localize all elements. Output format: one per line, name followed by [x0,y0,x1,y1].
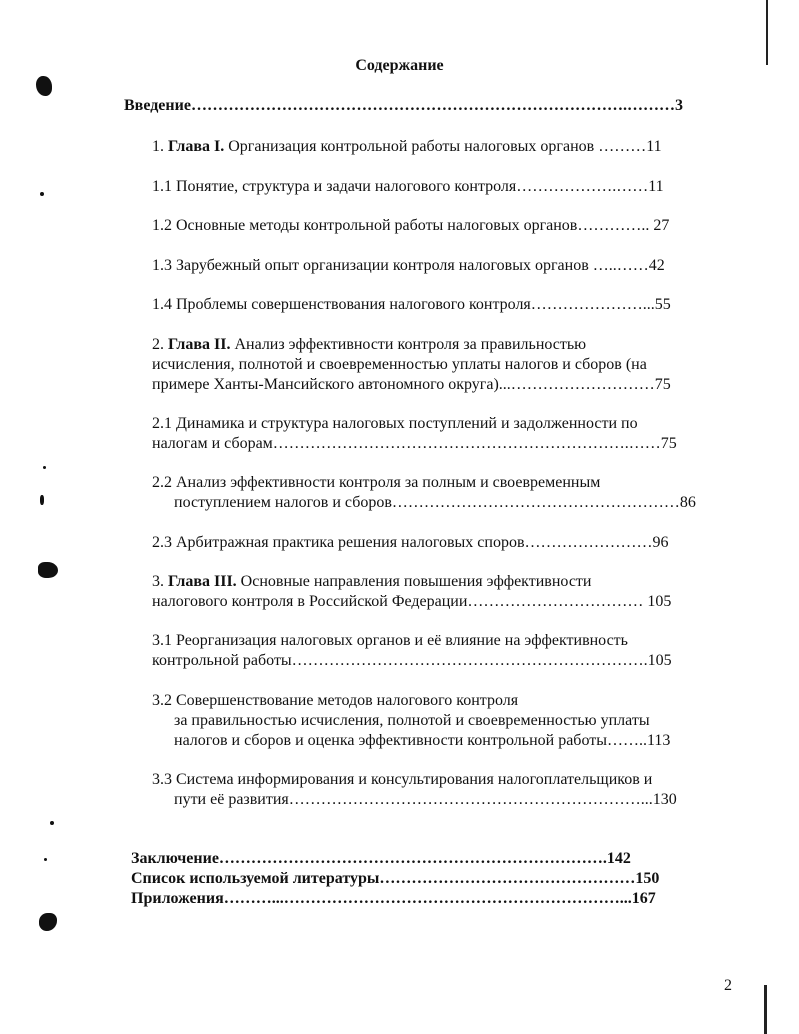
toc-section-2-1: 2.1 Динамика и структура налоговых поступлений и задолженности по [152,415,638,432]
toc-chapter-2-number: 2. [152,336,168,353]
toc-section-2-2-line-2: поступлением налогов и сборов………………………………………………86 [174,494,696,511]
toc-conclusion: Заключение……………………………………………………………….142 [131,850,631,867]
toc-section-3-2: 3.2 Совершенствование методов налогового контроля [152,692,519,709]
toc-section-3-2-line-2: за правильностью исчисления, полнотой и своевременностью уплаты [174,712,650,729]
scan-blot-2 [38,562,58,578]
toc-appendix: Приложения………...………………………………………………………...167 [131,890,656,907]
toc-section-1-4: 1.4 Проблемы совершенствования налогового контроля…………………...55 [152,296,671,313]
toc-section-1-3: 1.3 Зарубежный опыт организации контроля налоговых органов …..……42 [152,257,665,274]
scan-blot-3 [39,913,57,931]
toc-section-3-3-line-2: пути её развития…………………………………………………………...130 [174,791,677,808]
toc-chapter-3-title: Основные направления повышения эффективности [236,573,592,590]
toc-section-2-2: 2.2 Анализ эффективности контроля за полным и своевременным [152,474,601,491]
toc-section-2-3: 2.3 Арбитражная практика решения налоговых споров……………………96 [152,534,669,551]
toc-chapter-2-label: Глава II. [168,336,231,353]
toc-chapter-2-title: Анализ эффективности контроля за правильностью [230,336,587,353]
toc-chapter-3 [152,572,726,592]
toc-chapter-1 [152,137,726,157]
toc-section-3-1: 3.1 Реорганизация налоговых органов и её влияние на эффективность [152,632,628,649]
page-number: 2 [724,977,732,994]
scan-blot-1 [36,76,52,96]
toc-title: Содержание [355,57,444,74]
toc-chapter-3-line-2: налогового контроля в Российской Федерации…………………………… 105 [152,593,672,610]
toc-chapter-3-label: Глава III. [168,573,237,590]
scan-speck-2 [40,495,44,505]
toc-chapter-3-number: 3. [152,573,168,590]
toc-chapter-2 [152,335,726,355]
toc-section-3-3: 3.3 Система информирования и консультирования налогоплательщиков и [152,771,653,788]
toc-section-1-2: 1.2 Основные методы контрольной работы налоговых органов………….. 27 [152,217,670,234]
scan-speck-1 [40,192,44,196]
toc-intro: Введение……………………………………………………………………….………3 [124,97,683,114]
toc-chapter-1-title: Организация контрольной работы налоговых органов ………11 [224,138,662,155]
toc-section-3-1-line-2: контрольной работы………………………………………………………….105 [152,652,672,669]
toc-section-3-2-line-3: налогов и сборов и оценка эффективности контрольной работы……..113 [174,732,671,749]
scan-speck-4 [50,821,54,825]
toc-chapter-1-label: Глава I. [168,138,225,155]
scan-edge-line-bottom [764,985,767,1034]
toc-literature: Список используемой литературы…………………………………………150 [131,870,660,887]
toc-chapter-2-line-3: примере Ханты-Мансийского автономного округа)...………………………75 [152,376,671,393]
toc-section-2-1-line-2: налогам и сборам………………………………………………………….……75 [152,435,677,452]
scan-speck-5 [44,858,47,861]
scan-speck-3 [43,466,46,469]
scan-edge-line-top [766,0,768,65]
toc-chapter-2-line-2: исчисления, полнотой и своевременностью уплаты налогов и сборов (на [152,356,647,373]
toc-chapter-1-number: 1. [152,138,168,155]
toc-section-1-1: 1.1 Понятие, структура и задачи налогового контроля……………….……11 [152,178,664,195]
